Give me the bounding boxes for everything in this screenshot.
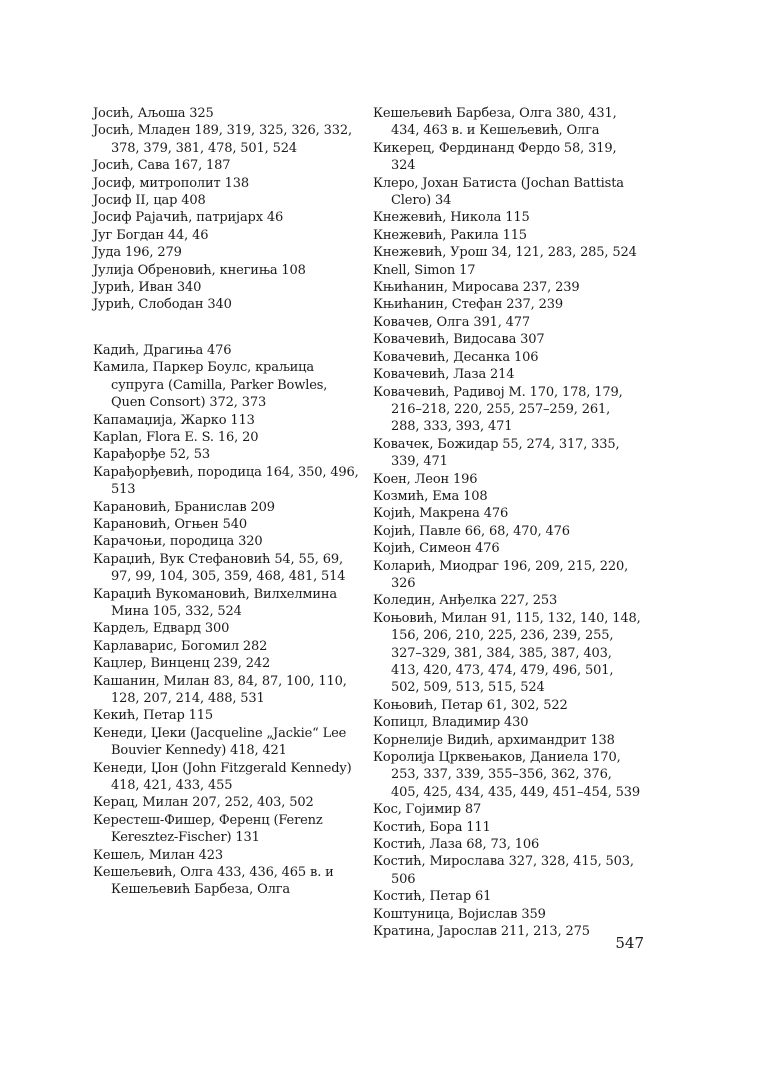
index-entry: Керестеш-Фишер, Ференц (Ferenz Keresztez-Fischer) 131 xyxy=(93,812,323,846)
index-entry: Карађорђе 52, 53 xyxy=(93,447,211,463)
index-entry: Коњовић, Петар 61, 302, 522 xyxy=(373,697,568,713)
index-entry: Кекић, Петар 115 xyxy=(93,708,214,724)
index-entry: Кнежевић, Урош 34, 121, 283, 285, 524 xyxy=(373,245,637,261)
index-entry: Кратина, Јарослав 211, 213, 275 xyxy=(373,924,590,940)
index-entry: Козмић, Ема 108 xyxy=(373,488,488,504)
index-entry: Коларић, Миодраг 196, 209, 215, 220, 326 xyxy=(373,558,629,591)
index-entry: Корнелије Видић, архимандрит 138 xyxy=(373,732,615,748)
index-entry: Коен, Леон 196 xyxy=(373,471,478,487)
index-entry: Королија Црквењаков, Даниела 170, 253, 337, 339, 355–356, 362, 376, 405, 425, 434, 435, 449, 451–454, 539 xyxy=(373,750,641,800)
index-entry: Караџић Вукомановић, Вилхелмина Мина 105, 332, 524 xyxy=(93,586,338,619)
index-entry: Ковачек, Божидар 55, 274, 317, 335, 339, 471 xyxy=(373,436,620,470)
index-entry: Коњовић, Милан 91, 115, 132, 140, 148, 156, 206, 210, 225, 236, 239, 255, 327–329, 381, 384, 385, 387, 403, 413, 420, 473, 474, 479, 496, 501, 502, 509, 513, 515, 524 xyxy=(373,610,641,696)
index-entry: Карановић, Огњен 540 xyxy=(93,516,247,532)
index-entry: Кенеди, Џон (John Fitzgerald Kennedy) 418, 421, 433, 455 xyxy=(93,760,352,794)
index-entry: Ковачев, Олга 391, 477 xyxy=(373,314,531,330)
index-entry: Kaplan, Flora E. S. 16, 20 xyxy=(93,429,259,445)
index-entry: Кешељ, Милан 423 xyxy=(93,847,223,863)
index-entry: Кнежевић, Ракила 115 xyxy=(373,227,527,243)
index-entry: Којић, Павле 66, 68, 470, 476 xyxy=(373,523,570,539)
index-entry: Камила, Паркер Боулс, краљица супруга (Camilla, Parker Bowles, Quen Consort) 372, 373 xyxy=(93,360,328,411)
index-entry: Костић, Мирослава 327, 328, 415, 503, 506 xyxy=(373,854,634,887)
index-entry: Јосиф II, цар 408 xyxy=(93,193,206,209)
index-entry: Карачоњи, породица 320 xyxy=(93,534,263,550)
index-entry: Knell, Simon 17 xyxy=(373,262,476,278)
index-column-left xyxy=(93,105,361,899)
index-entry: Керац, Милан 207, 252, 403, 502 xyxy=(93,795,314,811)
index-entry: Ковачевић, Видосава 307 xyxy=(373,332,545,348)
index-entry: Карлаварис, Богомил 282 xyxy=(93,638,268,654)
index-entry: Књићанин, Миросава 237, 239 xyxy=(373,280,580,296)
section-gap xyxy=(93,314,361,342)
index-entry: Кос, Гојимир 87 xyxy=(373,802,482,818)
index-entry: Југ Богдан 44, 46 xyxy=(93,227,209,243)
index-entry: Карановић, Бранислав 209 xyxy=(93,499,275,515)
index-column-right xyxy=(373,105,641,941)
index-entry: Јурић, Иван 340 xyxy=(93,280,202,296)
index-entry: Ковачевић, Лаза 214 xyxy=(373,367,515,383)
index-entry: Кешељевић Барбеза, Олга 380, 431, 434, 463 в. и Кешељевић, Олга xyxy=(373,106,617,139)
index-entry: Јурић, Слободан 340 xyxy=(93,297,232,313)
index-entry: Јулија Обреновић, кнегиња 108 xyxy=(93,262,306,278)
index-entry: Јосић, Сава 167, 187 xyxy=(93,158,231,174)
index-entry: Јосић, Аљоша 325 xyxy=(93,106,214,121)
index-entry: Капамаџија, Жарко 113 xyxy=(93,412,255,428)
index-entry: Јуда 196, 279 xyxy=(93,245,182,261)
index-entry: Књићанин, Стефан 237, 239 xyxy=(373,297,563,313)
index-entry: Кашанин, Милан 83, 84, 87, 100, 110, 128, 207, 214, 488, 531 xyxy=(93,673,347,706)
index-entry: Којић, Макрена 476 xyxy=(373,506,509,522)
index-entry: Копицл, Владимир 430 xyxy=(373,715,529,731)
index-entry: Јосић, Младен 189, 319, 325, 326, 332, 378, 379, 381, 478, 501, 524 xyxy=(93,123,352,156)
page-number: 547 xyxy=(615,934,644,952)
index-entry: Костић, Петар 61 xyxy=(373,889,492,905)
index-entry: Кешељевић, Олга 433, 436, 465 в. и Кешељевић Барбеза, Олга xyxy=(93,865,334,898)
index-entry: Караџић, Вук Стефановић 54, 55, 69, 97, 99, 104, 305, 359, 468, 481, 514 xyxy=(93,551,346,585)
index-entry: Коледин, Анђелка 227, 253 xyxy=(373,593,558,609)
index-entry: Кардељ, Едвард 300 xyxy=(93,621,230,637)
index-entry: Кикерец, Фердинанд Фердо 58, 319, 324 xyxy=(373,140,617,174)
index-entry: Кенеди, Џеки (Jacqueline „Jackie“ Lee Bouvier Kennedy) 418, 421 xyxy=(93,725,347,759)
index-entry: Кацлер, Винценц 239, 242 xyxy=(93,656,271,672)
index-entry: Кнежевић, Никола 115 xyxy=(373,210,530,226)
index-entry: Ковачевић, Радивој М. 170, 178, 179, 216–218, 220, 255, 257–259, 261, 288, 333, 393, 471 xyxy=(373,384,623,435)
index-entry: Ковачевић, Десанка 106 xyxy=(373,349,539,365)
index-entry: Којић, Симеон 476 xyxy=(373,541,500,557)
index-entry: Костић, Бора 111 xyxy=(373,819,491,835)
index-entry: Клеро, Јохан Батиста (Jochan Battista Clero) 34 xyxy=(373,175,624,209)
index-entry: Костић, Лаза 68, 73, 106 xyxy=(373,837,540,853)
index-entry: Коштуница, Војислав 359 xyxy=(373,906,546,922)
index-entry: Јосиф, митрополит 138 xyxy=(93,175,249,191)
index-entry: Карађорђевић, породица 164, 350, 496, 513 xyxy=(93,464,359,498)
index-entry: Јосиф Рајачић, патријарх 46 xyxy=(93,210,284,226)
index-entry: Кадић, Драгиња 476 xyxy=(93,342,232,358)
